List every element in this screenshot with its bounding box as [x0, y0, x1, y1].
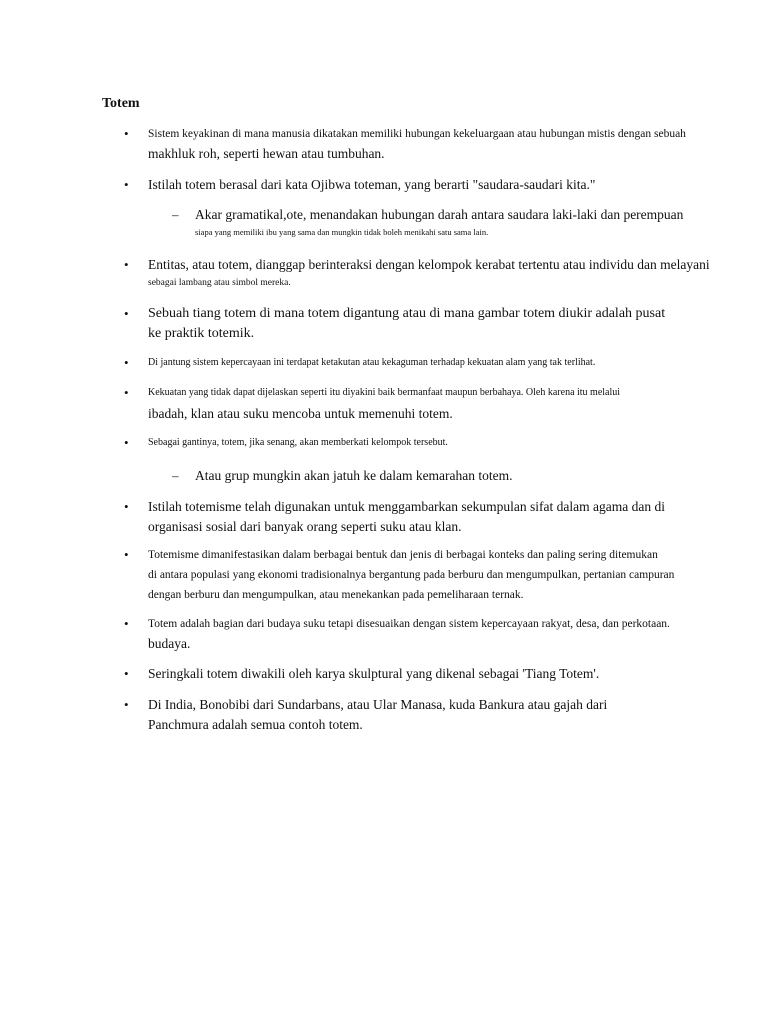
text-line: Istilah totem berasal dari kata Ojibwa toteman, yang berarti "saudara-saudari kita." — [148, 177, 596, 192]
list-item-text — [148, 383, 620, 425]
list-item-text — [148, 545, 674, 605]
text-line: Entitas, atau totem, dianggap berinteraksi dengan kelompok kerabat tertentu atau individu dan melayani — [148, 257, 710, 272]
text-line: Di jantung sistem kepercayaan ini terdapat ketakutan atau kekaguman terhadap kekuatan alam yang tak terlihat. — [148, 357, 596, 368]
text-line: Sebuah tiang totem di mana totem digantung atau di mana gambar totem diukir adalah pusat — [148, 306, 666, 321]
bullet-marker: • — [124, 257, 129, 272]
list-item-text — [148, 304, 665, 344]
dash-marker: – — [172, 207, 179, 222]
text-line: dengan berburu dan mengumpulkan, atau menekankan pada pemeliharaan ternak. — [148, 589, 524, 601]
list-item-text — [148, 175, 595, 195]
list-item-text — [148, 255, 710, 291]
bullet-marker: • — [124, 666, 129, 681]
text-line: Kekuatan yang tidak dapat dijelaskan seperti itu diyakini baik bermanfaat maupun berbahaya. Oleh karena itu melalui — [148, 387, 621, 398]
list-item-text — [148, 695, 607, 735]
text-line: sebagai lambang atau simbol mereka. — [148, 278, 291, 288]
bullet-marker: • — [124, 616, 129, 631]
text-line: siapa yang memiliki ibu yang sama dan mungkin tidak boleh menikahi satu sama lain. — [195, 227, 489, 237]
text-line: Panchmura adalah semua contoh totem. — [148, 717, 363, 732]
text-line: Di India, Bonobibi dari Sundarbans, atau Ular Manasa, kuda Bankura atau gajah dari — [148, 697, 608, 712]
text-line: Sebagai gantinya, totem, jika senang, akan memberkati kelompok tersebut. — [148, 437, 448, 448]
bullet-marker: • — [124, 697, 129, 712]
bullet-marker: • — [124, 435, 129, 450]
text-line: organisasi sosial dari banyak orang seperti suku atau klan. — [148, 519, 462, 534]
list-item-text — [148, 353, 595, 373]
text-line: Totem adalah bagian dari budaya suku tetapi disesuaikan dengan sistem kepercayaan rakyat, desa, dan perkotaan. — [148, 618, 670, 630]
text-line: Sistem keyakinan di mana manusia dikatakan memiliki hubungan kekeluargaan atau hubungan mistis dengan sebuah — [148, 128, 686, 140]
text-line: Seringkali totem diwakili oleh karya skulptural yang dikenal sebagai 'Tiang Totem'. — [148, 666, 600, 681]
list-item-text — [148, 497, 665, 537]
text-line: budaya. — [148, 636, 191, 651]
text-line: Atau grup mungkin akan jatuh ke dalam kemarahan totem. — [195, 468, 513, 483]
list-item-text — [195, 466, 513, 486]
text-line: Totemisme dimanifestasikan dalam berbagai bentuk dan jenis di berbagai konteks dan paling sering ditemukan — [148, 549, 658, 561]
bullet-marker: • — [124, 355, 129, 370]
text-line: makhluk roh, seperti hewan atau tumbuhan. — [148, 146, 385, 161]
text-line: ke praktik totemik. — [148, 326, 255, 341]
bullet-marker: • — [124, 306, 129, 321]
bullet-marker: • — [124, 177, 129, 192]
list-item-text — [195, 205, 683, 239]
bullet-marker: • — [124, 126, 129, 141]
bullet-marker: • — [124, 385, 129, 400]
text-line: ibadah, klan atau suku mencoba untuk memenuhi totem. — [148, 406, 453, 421]
text-line: Istilah totemisme telah digunakan untuk menggambarkan sekumpulan sifat dalam agama dan di — [148, 499, 665, 514]
dash-marker: – — [172, 468, 179, 483]
text-line: di antara populasi yang ekonomi tradisionalnya bergantung pada berburu dan mengumpulkan, pertanian campuran — [148, 569, 675, 581]
list-item-text — [148, 614, 670, 654]
list-item-text — [148, 433, 448, 453]
bullet-marker: • — [124, 499, 129, 514]
page-title: Totem — [102, 96, 140, 111]
list-item-text — [148, 664, 599, 684]
list-item-text — [148, 124, 686, 164]
text-line: Akar gramatikal,ote, menandakan hubungan darah antara saudara laki-laki dan perempuan — [195, 207, 684, 222]
bullet-marker: • — [124, 547, 129, 562]
